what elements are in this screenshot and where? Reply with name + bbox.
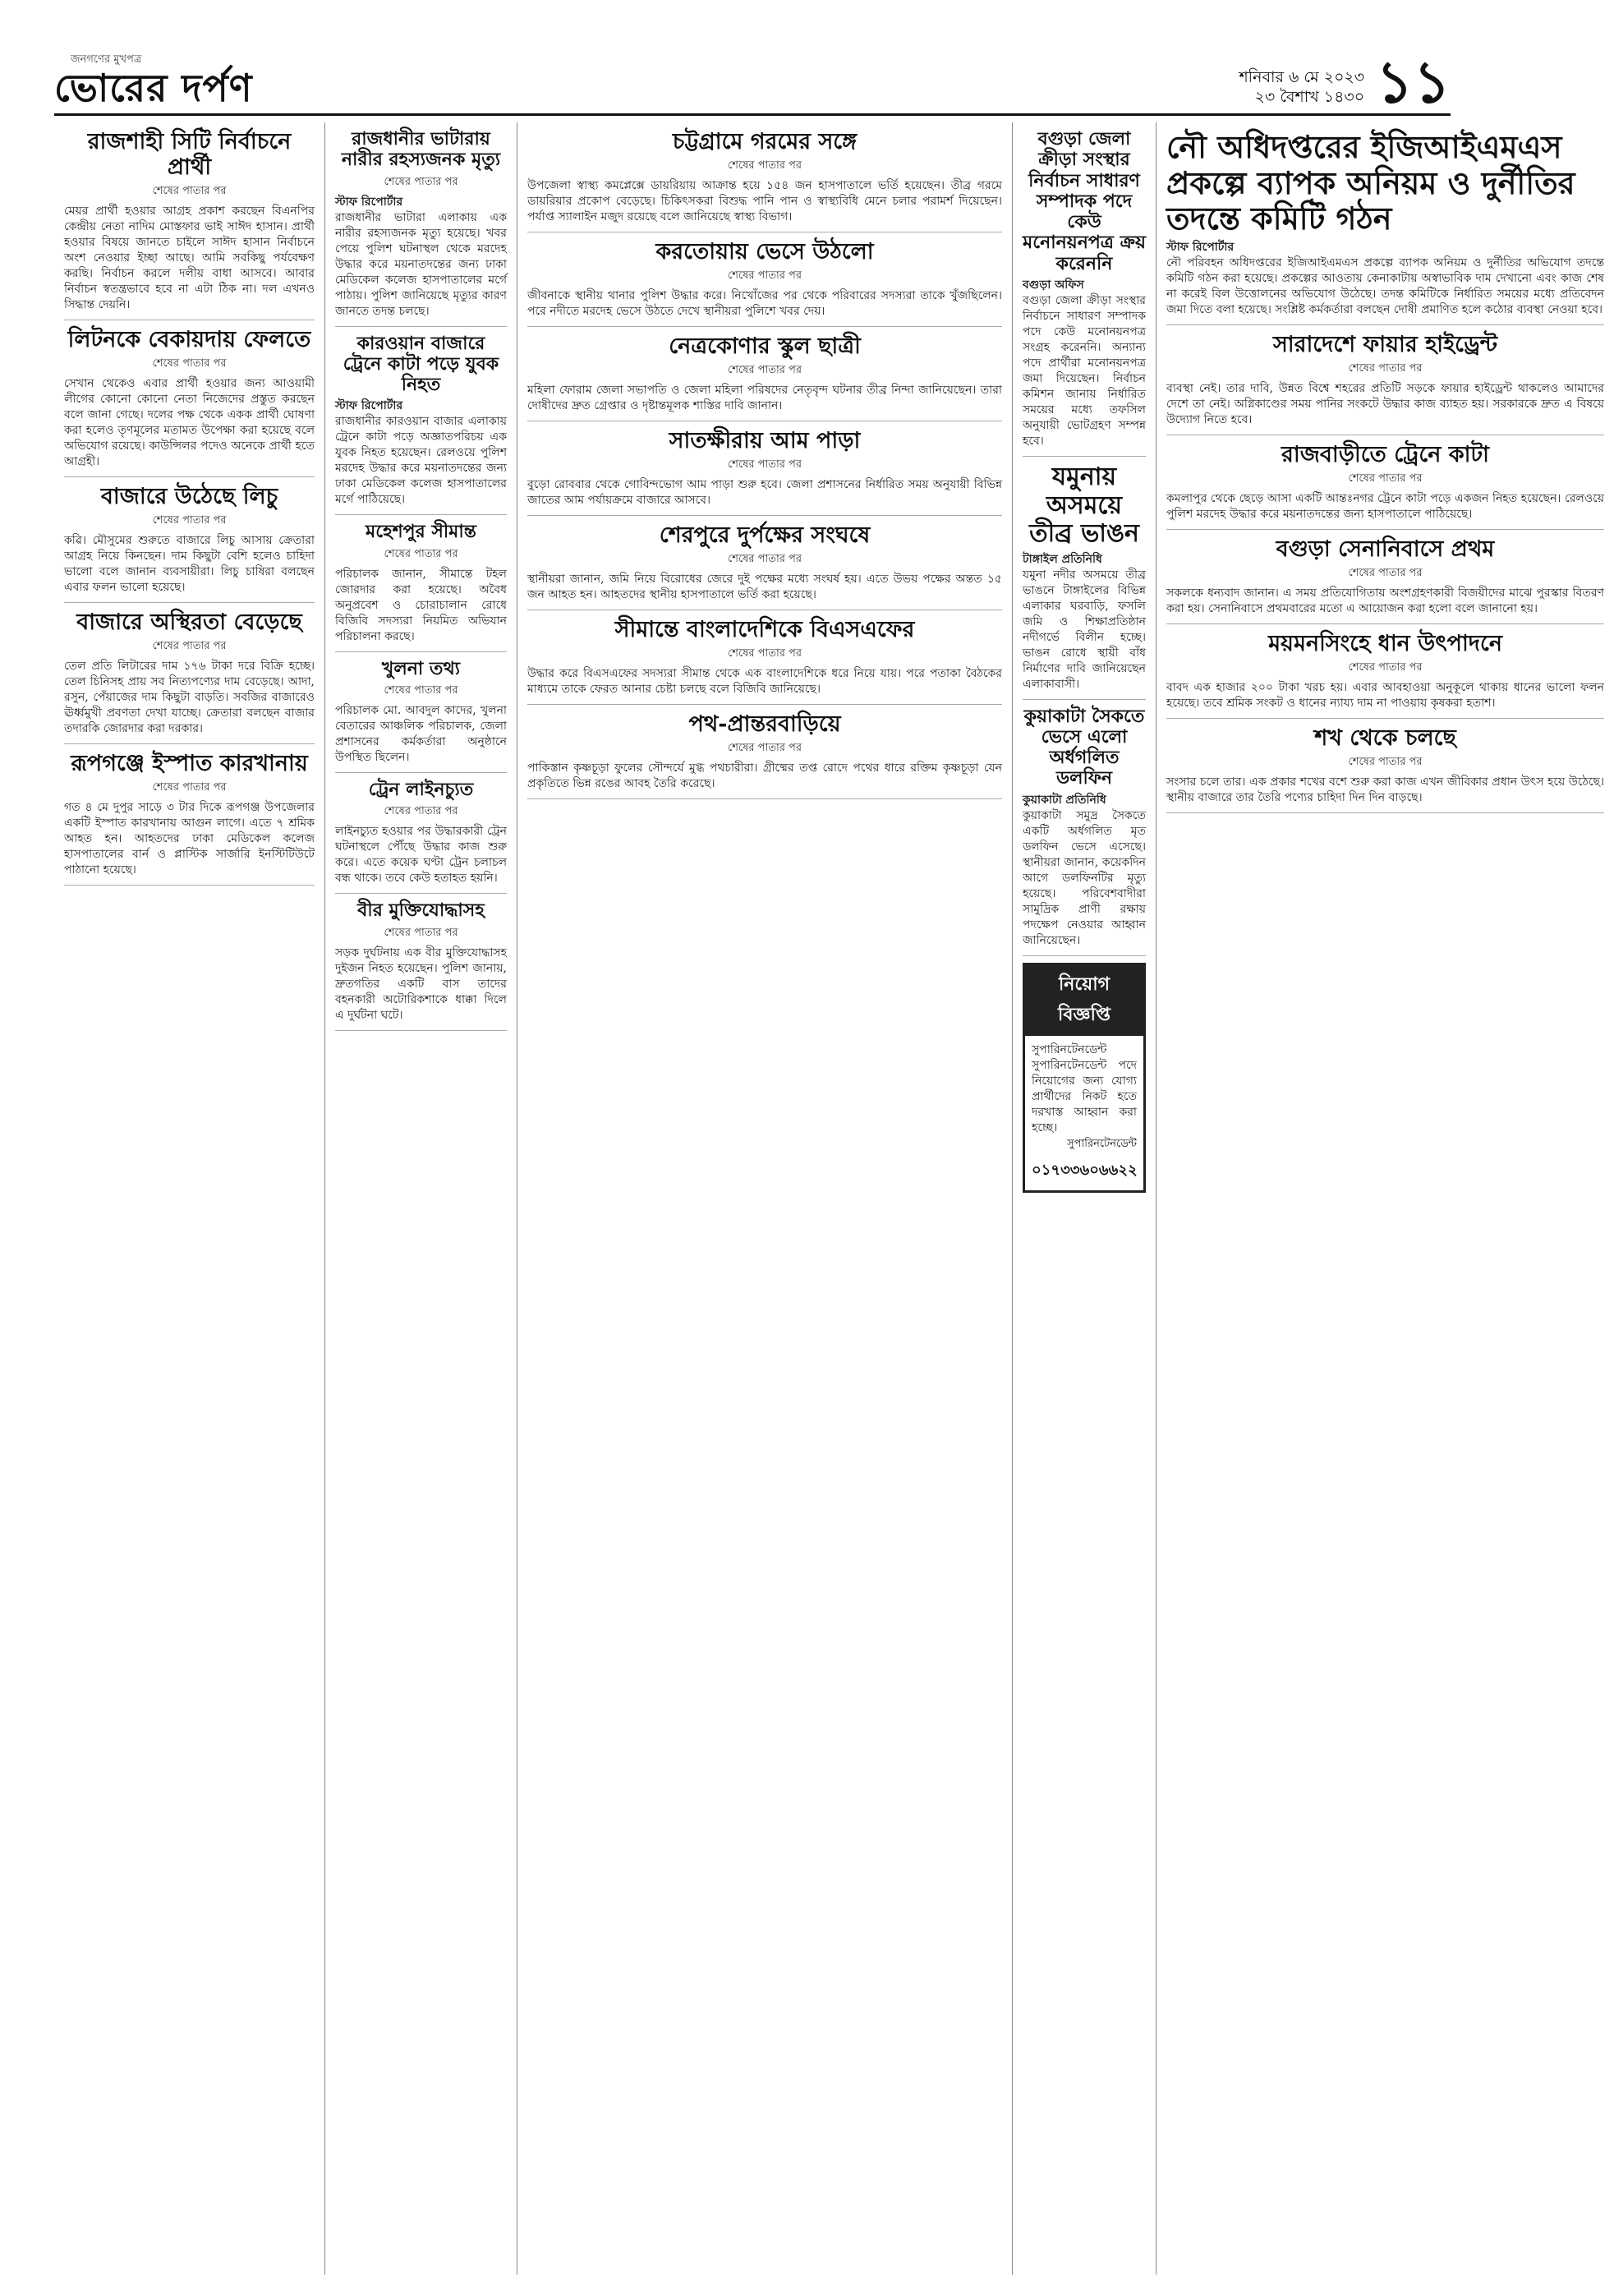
headline: লিটনকে বেকায়দায় ফেলতে bbox=[67, 327, 311, 353]
headline: সারাদেশে ফায়ার হাইড্রেন্ট bbox=[1272, 332, 1498, 358]
article-body: মহিলা ফোরাম জেলা সভাপতি ও জেলা মহিলা পরিষদের নেতৃবৃন্দ ঘটনার তীব্র নিন্দা জানিয়েছেন। তারা দোষীদের দ্রুত গ্রেপ্তার ও দৃষ্টান্তমূলক শাস্তির দাবি জানান। bbox=[527, 384, 1002, 413]
headline: রূপগঞ্জে ইস্পাত কারখানায় bbox=[71, 751, 308, 777]
masthead bbox=[54, 52, 253, 110]
article-body: কৱি। মৌসুমের শুরুতে বাজারে লিচু আসায় ক্রেতারা আগ্রহ নিয়ে কিনছেন। দাম কিছুটা বেশি হলেও চাহিদা ভালো বলে জানান ব্যবসায়ীরা। লিচু চাষিরা বলছেন এবার ফলন ভালো হয়েছে। bbox=[64, 534, 315, 595]
continued-label: শেষের পাতার পর bbox=[1348, 567, 1423, 580]
page-number: ১১ bbox=[1376, 48, 1451, 116]
column-5 bbox=[1013, 122, 1156, 2275]
article-body: মেয়র প্রার্থী হওয়ার আগ্রহ প্রকাশ করছেন বিএনপির কেন্দ্রীয় নেতা নাদিম মোস্তফার ভাই সাঈদ হাসান। প্রার্থী হওয়ার বিষয়ে জানতে চাইলে সাঈদ হাসান নির্বাচনে অংশ নেওয়ার ইচ্ছা আছে। আমি সবকিছু পর্যবেক্ষণ করছি। নির্বাচন করলে দলীয় বাধা আসবে। আবার নির্বাচন স্বতন্ত্রভাবে হবে না এটা ঠিক না। দল এখনও সিদ্ধান্ত দেয়নি। bbox=[64, 205, 315, 312]
continued-label: শেষের পাতার পর bbox=[384, 684, 458, 697]
headline: রাজধানীর ভাটারায় নারীর রহস্যজনক মৃত্যু bbox=[341, 128, 501, 171]
lead-headline: নৌ অধিদপ্তরের ইজিআইএমএস প্রকল্পে ব্যাপক অনিয়ম ও দুর্নীতির তদন্তে কমিটি গঠন bbox=[1166, 128, 1575, 237]
article-litonke bbox=[64, 327, 315, 477]
headline: করতোয়ায় ভেসে উঠলো bbox=[655, 239, 874, 265]
article-body: নৌ পরিবহন অধিদপ্তরের ইজিআইএমএস প্রকল্পে ব্যাপক অনিয়ম ও দুর্নীতির অভিযোগ তদন্তে কমিটি গঠন করা হয়েছে। প্রকল্পের আওতায় কেনাকাটায় অস্বাভাবিক দাম দেখানো এবং কাজ শেষ না করেই বিল উত্তোলনের অভিযোগ উঠেছে। তদন্ত কমিটিকে নির্ধারিত সময়ের মধ্যে প্রতিবেদন জমা দিতে বলা হয়েছে। সংশ্লিষ্ট কর্মকর্তারা বলছেন দোষী প্রমাণিত হলে কঠোর ব্যবস্থা নেওয়া হবে। bbox=[1166, 256, 1604, 317]
headline: পথ-প্রান্তরবাড়িয়ে bbox=[688, 711, 841, 738]
headline: বীর মুক্তিযোদ্ধাসহ bbox=[357, 900, 485, 922]
headline: খুলনা তথ্য bbox=[381, 657, 461, 679]
article-shokh bbox=[1166, 725, 1604, 813]
continued-label: শেষের পাতার পর bbox=[384, 547, 458, 560]
article-sherpur bbox=[527, 522, 1002, 610]
article-body: যমুনা নদীর অসময়ে তীব্র ভাঙনে টাঙ্গাইলের বিভিন্ন এলাকার ঘরবাড়ি, ফসলি জমি ও শিক্ষাপ্রতিষ্ঠান নদীগর্ভে বিলীন হচ্ছে। ভাঙন রোধে স্থায়ী বাঁধ নির্মাণের দাবি জানিয়েছেন এলাকাবাসী। bbox=[1023, 568, 1146, 691]
headline: বাজারে অস্থিরতা বেড়েছে bbox=[76, 610, 302, 636]
byline: টাঙ্গাইল প্রতিনিধি bbox=[1023, 552, 1102, 566]
continued-label: শেষের পাতার পর bbox=[1348, 756, 1423, 769]
date-bangla: ২৩ বৈশাখ ১৪৩০ bbox=[1254, 88, 1365, 106]
article-ruphganj bbox=[64, 751, 315, 886]
article-sarabd bbox=[1166, 332, 1604, 435]
article-body: স্থানীয়রা জানান, জমি নিয়ে বিরোধের জেরে দুই পক্ষের মধ্যে সংঘর্ষ হয়। এতে উভয় পক্ষের অন্তত ১৫ জন আহত হন। আহতদের স্থানীয় হাসপাতালে ভর্তি করা হয়েছে। bbox=[527, 573, 1002, 602]
continued-label: শেষের পাতার পর bbox=[384, 926, 458, 939]
article-kuakata bbox=[1023, 706, 1146, 956]
article-chattogram bbox=[527, 129, 1002, 232]
continued-label: শেষের পাতার পর bbox=[1348, 472, 1423, 485]
columns-grid bbox=[54, 122, 1604, 2275]
article-bir-muktijoddha bbox=[335, 900, 507, 1030]
article-maheshpur bbox=[335, 522, 507, 651]
headline: সীমান্তে বাংলাদেশিকে বিএসএফের bbox=[614, 617, 915, 643]
article-body: জীবনাকে স্থানীয় থানার পুলিশ উদ্ধার করে। নিখোঁজের পর থেকে পরিবারের সদস্যরা তাকে খুঁজছিলেন। পরে নদীতে মরদেহ ভেসে উঠতে দেখে স্থানীয়রা পুলিশে খবর দেয়। bbox=[527, 289, 1002, 319]
article-nari bbox=[335, 129, 507, 327]
headline: যমুনায় অসময়ে তীব্র ভাঙন bbox=[1029, 462, 1139, 549]
recruitment-ad bbox=[1023, 963, 1146, 1193]
byline: কুয়াকাটা প্রতিনিধি bbox=[1023, 793, 1106, 807]
article-body: উপজেলা স্বাস্থ্য কমপ্লেক্সে ডায়রিয়ায় আক্রান্ত হয়ে ১৫৪ জন হাসপাতালে ভর্তি হয়েছেন। তীব্র গরমে ডায়রিয়ার প্রকোপ বেড়েছে। চিকিৎসকরা বিশুদ্ধ পানি পান ও স্বাস্থ্যবিধি মেনে চলার পরামর্শ দিয়েছেন। পর্যাপ্ত স্যালাইন মজুদ রয়েছে বলে জানিয়েছে স্বাস্থ্য বিভাগ। bbox=[527, 179, 1002, 224]
article-bsf bbox=[527, 617, 1002, 705]
article-karwan bbox=[335, 334, 507, 516]
tagline: জনগণের মুখপত্র bbox=[71, 53, 142, 66]
headline: নেত্রকোণার স্কুল ছাত্রী bbox=[669, 334, 861, 360]
article-jamuna bbox=[1023, 463, 1146, 700]
continued-label: শেষের পাতার পর bbox=[384, 175, 458, 188]
column-1 bbox=[54, 122, 325, 2275]
article-body: ব্যবস্থা নেই। তার দাবি, উন্নত বিশ্বে শহরের প্রতিটি সড়কে ফায়ার হাইড্রেন্ট থাকলেও আমাদের দেশে তা নেই। অগ্নিকাণ্ডের সময় পানির সংকটে উদ্ধার কাজ ব্যাহত হয়। সরকারকে দ্রুত এ বিষয়ে উদ্যোগ নিতে হবে। bbox=[1166, 382, 1604, 427]
headline: বগুড়া জেলা ক্রীড়া সংস্থার নির্বাচন সাধারণ সম্পাদক পদে কেউ মনোনয়নপত্র ক্রয় করেননি bbox=[1023, 128, 1146, 274]
article-body: উদ্ধার করে বিএসএফের সদস্যরা সীমান্ত থেকে এক বাংলাদেশিকে ধরে নিয়ে যায়। পরে পতাকা বৈঠকের মাধ্যমে তাকে ফেরত আনার চেষ্টা চলছে বলে বিজিবি জানিয়েছে। bbox=[527, 667, 1002, 697]
article-body: পরিচালক মো. আবদুল কাদের, খুলনা বেতারের আঞ্চলিক পরিচালক, জেলা প্রশাসনের কর্মকর্তারা অনুষ্ঠানে উপস্থিত ছিলেন। bbox=[335, 704, 507, 765]
ad-body: সুপারিনটেনডেন্ট সুপারিনটেনডেন্ট পদে নিয়োগের জন্য যোগ্য প্রার্থীদের নিকট হতে দরখাস্ত আহ্বান করা হচ্ছে। bbox=[1032, 1042, 1137, 1134]
continued-label: শেষের পাতার পর bbox=[384, 805, 458, 818]
byline: স্টাফ রিপোর্টার bbox=[335, 399, 403, 413]
article-satkhira bbox=[527, 428, 1002, 516]
headline: কুয়াকাটা সৈকতে ভেসে এলো অর্ধগলিত ডলফিন bbox=[1023, 705, 1145, 789]
article-body: তেল প্রতি লিটারের দাম ১৭৬ টাকা দরে বিক্রি হচ্ছে। তেল চিনিসহ প্রায় সব নিত্যপণ্যের দাম বেড়েছে। আদা, রসুন, পেঁয়াজের দাম কিছুটা বাড়তি। সবজির বাজারেও ঊর্ধ্বমুখী প্রবণতা দেখা যাচ্ছে। ক্রেতারা বলছেন বাজার তদারকি জোরদার করা দরকার। bbox=[64, 660, 315, 736]
continued-label: শেষের পাতার পর bbox=[727, 742, 802, 755]
article-khulna bbox=[335, 659, 507, 773]
article-krira bbox=[1023, 129, 1146, 457]
article-body: সংসার চলে তার। এক প্রকার শখের বশে শুরু করা কাজ এখন জীবিকার প্রধান উৎস হয়ে উঠেছে। স্থানীয় বাজারে তার তৈরি পণ্যের চাহিদা দিন দিন বাড়ছে। bbox=[1166, 775, 1604, 805]
article-body: সেখান থেকেও এবার প্রার্থী হওয়ার জন্য আওয়ামী লীগের কোনো কোনো নেতা নিজেদের প্রস্তুত করছেন বলে জানা গেছে। দলের পক্ষ থেকে একক প্রার্থী ঘোষণা করা হলেও তৃণমূলের মতামত উপেক্ষা করা হয়েছে বলে অভিযোগ রয়েছে। কাউন্সিলর পদেও অনেকে প্রার্থী হতে আগ্রহী। bbox=[64, 377, 315, 469]
continued-label: শেষের পাতার পর bbox=[152, 640, 227, 653]
column-3 bbox=[517, 122, 1013, 2275]
article-body: বগুড়া জেলা ক্রীড়া সংস্থার নির্বাচনে সাধারণ সম্পাদক পদে কেউ মনোনয়নপত্র সংগ্রহ করেননি। অন্যান্য পদে প্রার্থীরা মনোনয়নপত্র জমা দিয়েছেন। নির্বাচন কমিশন জানায় নির্ধারিত সময়ের মধ্যে তফসিল অনুযায়ী ভোটগ্রহণ সম্পন্ন হবে। bbox=[1023, 294, 1146, 449]
continued-label: শেষের পাতার পর bbox=[727, 159, 802, 173]
article-body: সড়ক দুর্ঘটনায় এক বীর মুক্তিযোদ্ধাসহ দুইজন নিহত হয়েছেন। পুলিশ জানায়, দ্রুতগতির একটি বাস তাদের বহনকারী অটোরিকশাকে ধাক্কা দিলে এ দুর্ঘটনা ঘটে। bbox=[335, 946, 507, 1022]
continued-label: শেষের পাতার পর bbox=[152, 514, 227, 527]
article-body: বুড়ো রোববার থেকে গোবিন্দভোগ আম পাড়া শুরু হবে। জেলা প্রশাসনের নির্ধারিত সময় অনুযায়ী বিভিন্ন জাতের আম পর্যায়ক্রমে বাজারে আসবে। bbox=[527, 478, 1002, 508]
article-body: রাজধানীর ভাটারা এলাকায় এক নারীর রহস্যজনক মৃত্যু হয়েছে। খবর পেয়ে পুলিশ ঘটনাস্থল থেকে মরদেহ উদ্ধার করে ময়নাতদন্তের জন্য ঢাকা মেডিকেল কলেজ হাসপাতালের মর্গে পাঠায়। পুলিশ জানিয়েছে মৃত্যুর কারণ জানতে তদন্ত চলছে। bbox=[335, 210, 507, 318]
page-header bbox=[54, 49, 1451, 116]
continued-label: শেষের পাতার পর bbox=[727, 364, 802, 377]
article-body: কমলাপুর থেকে ছেড়ে আসা একটি আন্তঃনগর ট্রেনে কাটা পড়ে একজন নিহত হয়েছেন। রেলওয়ে পুলিশ মরদেহ উদ্ধার করে ময়নাতদন্তের জন্য হাসপাতালে পাঠিয়েছে। bbox=[1166, 492, 1604, 522]
article-lichu bbox=[64, 484, 315, 603]
article-lead bbox=[1166, 129, 1604, 325]
date-block bbox=[1239, 67, 1364, 107]
header-meta bbox=[1239, 48, 1451, 116]
article-rajbari bbox=[1166, 442, 1604, 530]
article-body: সকলকে ধন্যবাদ জানান। এ সময় প্রতিযোগিতায় অংশগ্রহণকারী বিজয়ীদের মাঝে পুরস্কার বিতরণ করা হয়। সেনানিবাসে প্রথমবারের মতো এ আয়োজন করা হলো বলে জানানো হয়। bbox=[1166, 587, 1604, 616]
article-bogura-sena bbox=[1166, 536, 1604, 624]
continued-label: শেষের পাতার পর bbox=[152, 357, 227, 370]
continued-label: শেষের পাতার পর bbox=[727, 269, 802, 283]
byline: স্টাফ রিপোর্টার bbox=[1166, 241, 1235, 255]
article-body: পাকিস্তান কৃষ্ণচূড়া ফুলের সৌন্দর্যে মুগ্ধ পথচারীরা। গ্রীষ্মের তপ্ত রোদে পথের ধারে রক্তিম কৃষ্ণচূড়া যেন প্রকৃতিতে ভিন্ন রঙের আবহ তৈরি করেছে। bbox=[527, 761, 1002, 791]
continued-label: শেষের পাতার পর bbox=[727, 553, 802, 566]
article-body: কুয়াকাটা সমুদ্র সৈকতে একটি অর্ধগলিত মৃত ডলফিন ভেসে এসেছে। স্থানীয়রা জানান, কয়েকদিন আগে ডলফিনটির মৃত্যু হয়েছে। পরিবেশবাদীরা সামুদ্রিক প্রাণী রক্ষায় পদক্ষেপ নেওয়ার আহ্বান জানিয়েছেন। bbox=[1023, 808, 1146, 947]
article-body: লাইনচ্যুত হওয়ার পর উদ্ধারকারী ট্রেন ঘটনাস্থলে পৌঁছে উদ্ধার কাজ শুরু করে। এতে কয়েক ঘণ্টা ট্রেন চলাচল বন্ধ থাকে। তবে কেউ হতাহত হয়নি। bbox=[335, 825, 507, 886]
headline: শখ থেকে চলছে bbox=[1314, 725, 1456, 752]
continued-label: শেষের পাতার পর bbox=[727, 647, 802, 660]
headline: চট্টগ্রামে গরমের সঙ্গে bbox=[672, 129, 858, 154]
article-body: রাজধানীর কারওয়ান বাজার এলাকায় ট্রেনে কাটা পড়ে অজ্ঞাতপরিচয় এক যুবক নিহত হয়েছেন। রেলওয়ে পুলিশ মরদেহ উদ্ধার করে ময়নাতদন্তের জন্য ঢাকা মেডিকেল কলেজ হাসপাতালের মর্গে পাঠিয়েছে। bbox=[335, 415, 507, 507]
ad-signature: সুপারিনটেনডেন্ট bbox=[1067, 1137, 1137, 1150]
ad-phone: ০১৭৩৩৬০৬৬২২ bbox=[1032, 1161, 1138, 1179]
column-6 bbox=[1156, 122, 1614, 2275]
headline: কারওয়ান বাজারে ট্রেনে কাটা পড়ে যুবক নিহত bbox=[343, 332, 499, 396]
article-rajshahi bbox=[64, 129, 315, 320]
column-2 bbox=[325, 122, 517, 2275]
headline: সাতক্ষীরায় আম পাড়া bbox=[669, 428, 861, 454]
continued-label: শেষের পাতার পর bbox=[1348, 661, 1423, 674]
article-body: গত ৪ মে দুপুর সাড়ে ৩ টার দিকে রূপগঞ্জ উপজেলার একটি ইস্পাত কারখানায় আগুন লাগে। এতে ৭ শ্রমিক আহত হন। আহতদের ঢাকা মেডিকেল কলেজ হাসপাতালের বার্ন ও প্লাস্টিক সার্জারি ইনস্টিটিউটে পাঠানো হয়েছে। bbox=[64, 801, 315, 877]
byline: স্টাফ রিপোর্টার bbox=[335, 195, 403, 209]
continued-label: শেষের পাতার পর bbox=[152, 781, 227, 794]
continued-label: শেষের পাতার পর bbox=[727, 458, 802, 472]
continued-label: শেষের পাতার পর bbox=[152, 185, 227, 198]
article-bazar bbox=[64, 610, 315, 744]
article-body: পরিচালক জানান, সীমান্তে টহল জোরদার করা হয়েছে। অবৈধ অনুপ্রবেশ ও চোরাচালান রোধে বিজিবি সদস্যরা নিয়মিত অভিযান পরিচালনা করছে। bbox=[335, 567, 507, 643]
headline: ট্রেন লাইনচ্যুত bbox=[368, 779, 474, 801]
date-gregorian: শনিবার ৬ মে ২০২৩ bbox=[1239, 68, 1365, 86]
article-poth-prantor bbox=[527, 711, 1002, 799]
headline: বগুড়া সেনানিবাসে প্রথম bbox=[1276, 536, 1495, 563]
byline: বগুড়া অফিস bbox=[1023, 278, 1084, 292]
paper-title: ভোরের দর্পণ bbox=[54, 66, 253, 110]
headline: ময়মনসিংহে ধান উৎপাদনে bbox=[1268, 631, 1502, 657]
headline: রাজবাড়ীতে ট্রেনে কাটা bbox=[1281, 442, 1489, 468]
headline: শেরপুরে দুর্পক্ষের সংঘষে bbox=[659, 522, 871, 549]
article-netrokona bbox=[527, 334, 1002, 421]
headline: রাজশাহী সিটি নির্বাচনে প্রার্থী bbox=[87, 129, 292, 181]
headline: বাজারে উঠেছে লিচু bbox=[100, 484, 278, 510]
article-body: বাবদ এক হাজার ২০০ টাকা খরচ হয়। এবার আবহাওয়া অনুকূলে থাকায় ধানের ভালো ফলন হয়েছে। তবে শ্রমিক সংকট ও ধানের ন্যায্য দাম না পাওয়ায় কৃষকরা হতাশ। bbox=[1166, 681, 1604, 711]
article-koratoya bbox=[527, 239, 1002, 327]
ad-title: নিয়োগ বিজ্ঞপ্তি bbox=[1025, 965, 1143, 1036]
headline: মহেশপুর সীমান্ত bbox=[366, 521, 476, 543]
article-train-line bbox=[335, 780, 507, 894]
continued-label: শেষের পাতার পর bbox=[1348, 362, 1423, 375]
article-mymensingh bbox=[1166, 631, 1604, 719]
